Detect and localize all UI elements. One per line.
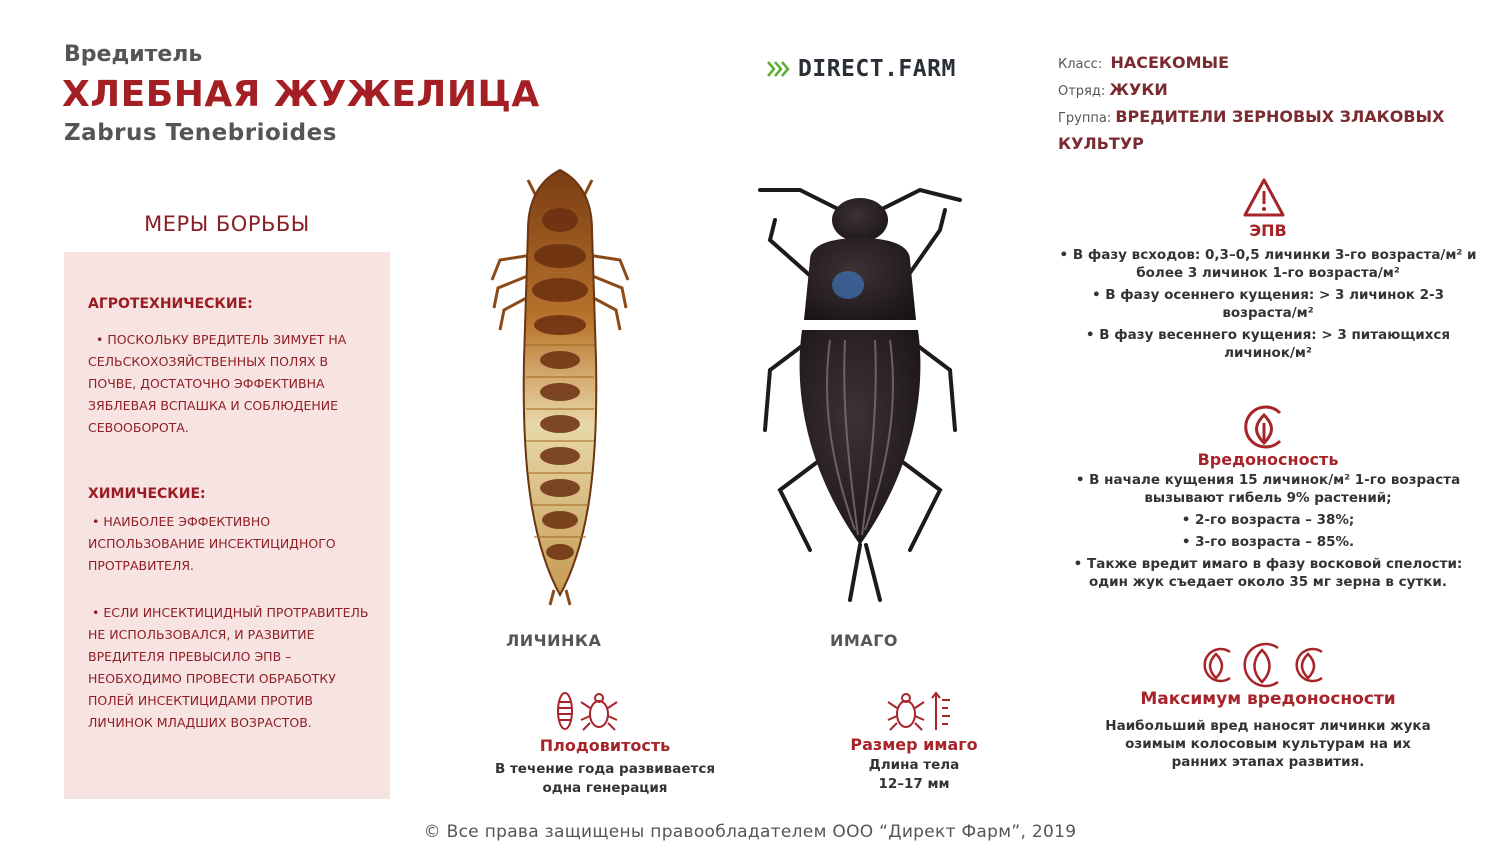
beetle-ruler-icon	[884, 690, 954, 732]
imago-illustration	[760, 190, 960, 600]
maxharm-title: Максимум вредоносности	[1140, 689, 1396, 709]
harm-title: Вредоносность	[1197, 450, 1339, 469]
leaf-circle-icon	[1240, 403, 1288, 451]
epv-bullet-3: • В фазу весеннего кущения: > 3 питающихся личинок/м²	[1085, 327, 1451, 361]
harm-section	[1058, 450, 1478, 595]
harm-bullet-4: • Также вредит имаго в фазу восковой спелости: один жук съедает около 35 мг зерна в сутки.	[1073, 556, 1463, 590]
larva-caption: ЛИЧИНКА	[506, 631, 602, 650]
epv-bullet-2: • В фазу осеннего кущения: > 3 личинок 2-3 возраста/м²	[1091, 287, 1445, 321]
maxharm-section	[1058, 689, 1478, 771]
fertility-line1: В течение года развивается	[494, 761, 715, 777]
order-label: Отряд:	[1058, 84, 1106, 99]
agro-text: • ПОСКОЛЬКУ ВРЕДИТЕЛЬ ЗИМУЕТ НА СЕЛЬСКОХОЗЯЙСТВЕННЫХ ПОЛЯХ В ПОЧВЕ, ДОСТАТОЧНО ЭФФЕКТИВНА ЗЯБЛЕВАЯ ВСПАШКА И СОБЛЮДЕНИЕ СЕВООБОРОТА.	[88, 332, 347, 435]
measures-panel	[64, 252, 390, 799]
copyright: © Все права защищены правообладателем ООО “Директ Фарм”, 2019	[423, 822, 1077, 842]
group-label: Группа:	[1058, 111, 1112, 126]
chem-title: ХИМИЧЕСКИЕ:	[88, 486, 206, 502]
latin-name: Zabrus Tenebrioides	[64, 120, 337, 146]
kicker-label: Вредитель	[64, 42, 203, 67]
epv-title: ЭПВ	[1249, 221, 1287, 240]
size-line2: 12–17 мм	[878, 776, 950, 792]
harm-bullet-2: • 2-го возраста – 38%;	[1181, 512, 1355, 528]
size-body	[812, 756, 1016, 794]
class-value: НАСЕКОМЫЕ	[1110, 53, 1230, 72]
chem-text-1: • НАИБОЛЕЕ ЭФФЕКТИВНО ИСПОЛЬЗОВАНИЕ ИНСЕКТИЦИДНОГО ПРОТРАВИТЕЛЯ.	[88, 514, 336, 573]
fertility-body	[450, 760, 760, 798]
harm-bullet-1: • В начале кущения 15 личинок/м² 1-го возраста вызывают гибель 9% растений;	[1075, 472, 1461, 506]
classification	[1058, 50, 1478, 158]
order-value: ЖУКИ	[1109, 80, 1168, 99]
imago-caption: ИМАГО	[830, 631, 898, 650]
epv-bullet-1: • В фазу всходов: 0,3–0,5 личинки 3-го возраста/м² и более 3 личинок 1-го возраста/м²	[1059, 247, 1477, 281]
measures-heading: МЕРЫ БОРЬБЫ	[144, 212, 310, 236]
chem-text-2: • ЕСЛИ ИНСЕКТИЦИДНЫЙ ПРОТРАВИТЕЛЬ НЕ ИСПОЛЬЗОВАЛСЯ, И РАЗВИТИЕ ВРЕДИТЕЛЯ ПРЕВЫСИЛО ЭПВ – НЕОБХОДИМО ПРОВЕСТИ ОБРАБОТКУ ПОЛЕЙ ИНСЕКТИЦИДАМИ ПРОТИВ ЛИЧИНОК МЛАДШИХ ВОЗРАСТОВ.	[88, 605, 369, 730]
harm-bullet-3: • 3-го возраста – 85%.	[1181, 534, 1355, 550]
class-label: Класс:	[1058, 57, 1103, 72]
three-leaves-icon	[1198, 642, 1326, 688]
brand-logo[interactable]	[766, 56, 956, 82]
fertility-line2: одна генерация	[542, 780, 668, 796]
maxharm-text: Наибольший вред наносят личинки жука озимым колосовым культурам на их ранних этапах развития.	[1105, 718, 1431, 770]
logo-text: DIRECT.FARM	[798, 56, 956, 82]
page-title: ХЛЕБНАЯ ЖУЖЕЛИЦА	[62, 74, 540, 115]
agro-title: АГРОТЕХНИЧЕСКИЕ:	[88, 296, 253, 312]
illustrations	[470, 160, 990, 620]
larva-illustration	[492, 170, 628, 605]
size-line1: Длина тела	[868, 757, 960, 773]
group-value: ВРЕДИТЕЛИ ЗЕРНОВЫХ ЗЛАКОВЫХ КУЛЬТУР	[1058, 107, 1445, 153]
larva-beetle-icon	[553, 690, 619, 732]
epv-section	[1058, 221, 1478, 366]
warning-icon	[1242, 177, 1286, 219]
fertility-title: Плодовитость	[539, 736, 671, 755]
size-title: Размер имаго	[850, 735, 978, 754]
chevron-arrows-icon	[766, 59, 790, 79]
